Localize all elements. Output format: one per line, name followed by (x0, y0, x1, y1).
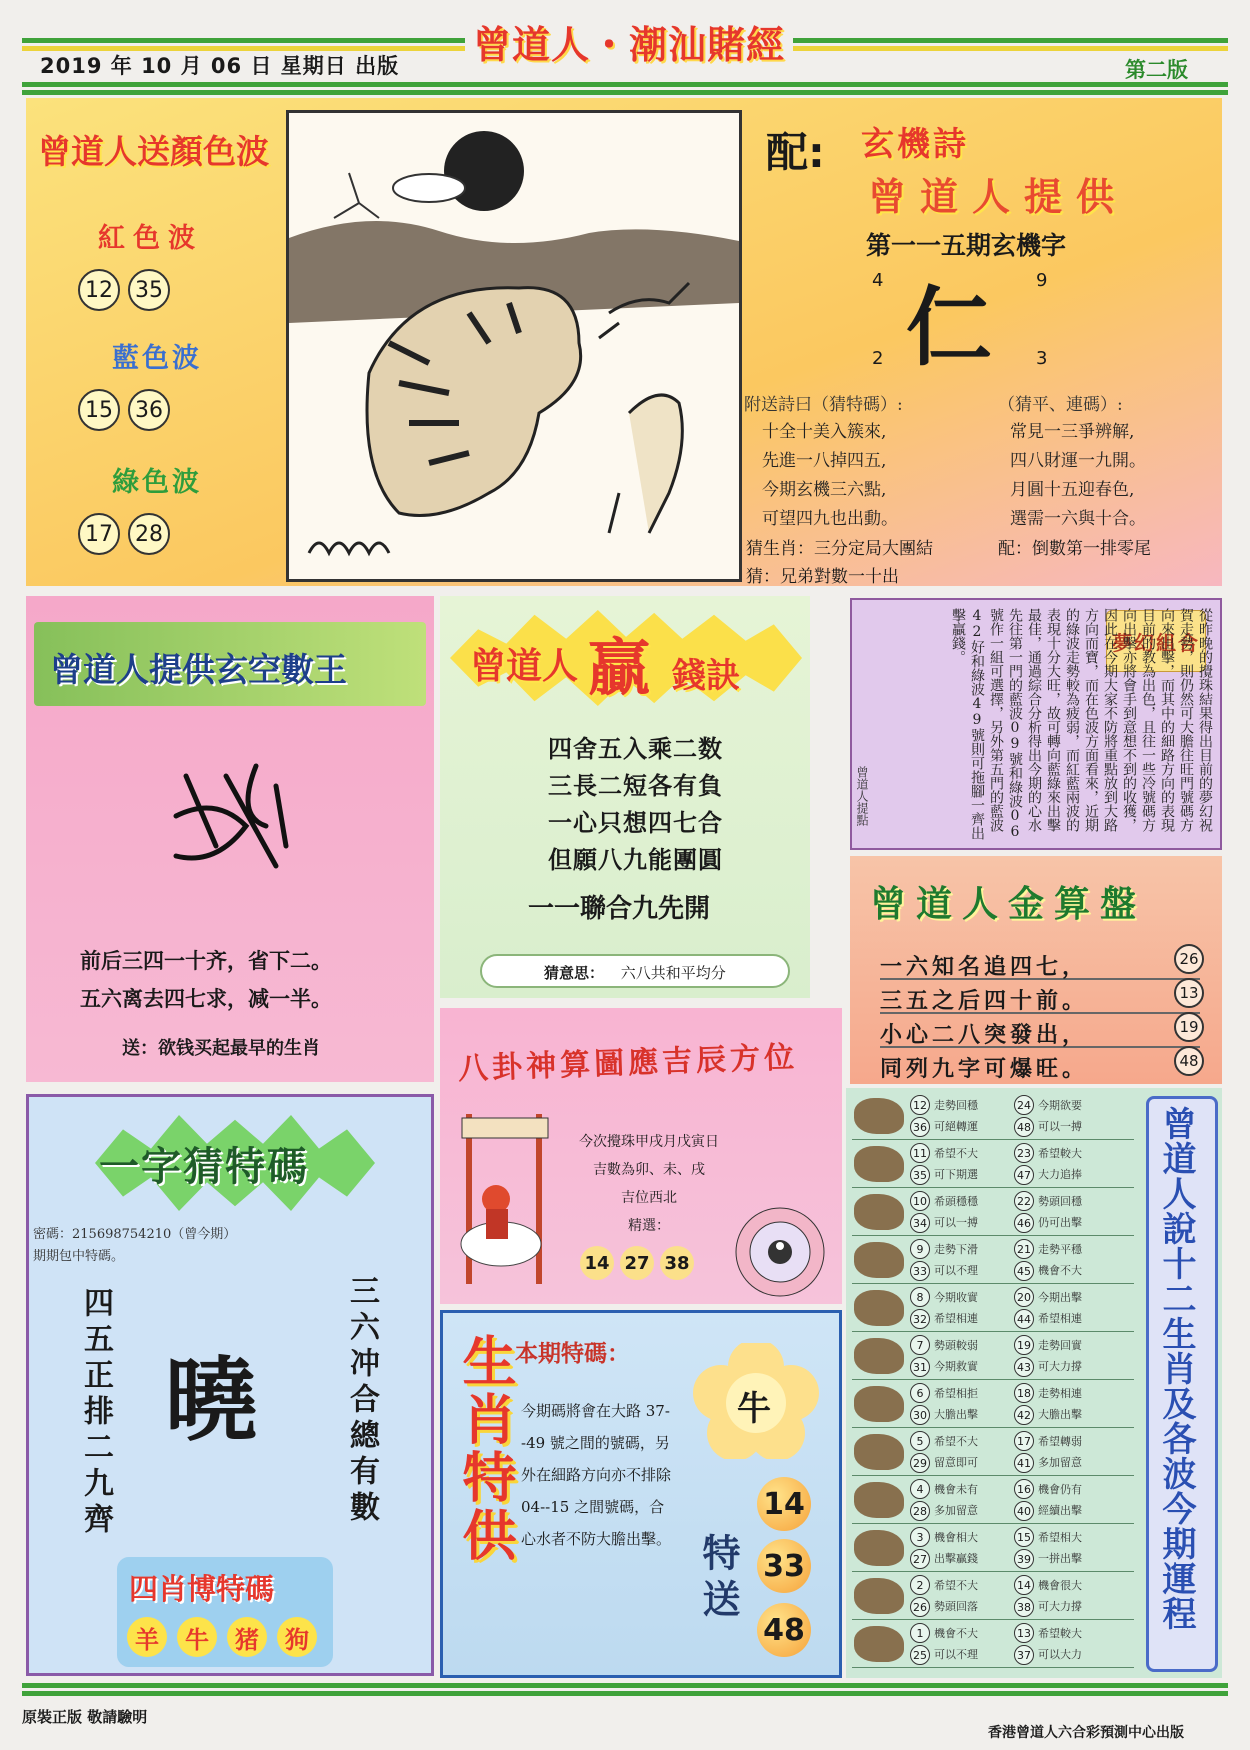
poem-line: 四八財運一九開。 (1010, 451, 1146, 471)
abacus-number: 48 (1174, 1046, 1204, 1076)
zodiac-number: 24 (1014, 1095, 1034, 1115)
zodiac-number: 16 (1014, 1479, 1034, 1499)
zodiac-forecast: 走勢回穩 (934, 1099, 978, 1112)
zodiac-number: 45 (1014, 1261, 1034, 1281)
green-wave-group (78, 460, 202, 555)
flower-character: 牛 (737, 1389, 771, 1429)
zodiac-forecast: 走勢相連 (1038, 1387, 1082, 1400)
zodiac-forecast: 希望不大 (934, 1435, 978, 1448)
zodiac-number: 36 (910, 1117, 930, 1137)
edition-label: 第二版 (1125, 58, 1188, 82)
zodiac-forecast: 希頭穩穩 (934, 1195, 978, 1208)
abacus-title: 曾道人金算盤 (870, 884, 1147, 925)
win-title-a: 曾道人 (470, 646, 579, 687)
zodiac-forecast: 今期欲要 (1038, 1099, 1082, 1112)
signature-glyph (156, 756, 306, 876)
zodiac-number: 6 (910, 1383, 930, 1403)
footer-left: 原裝正版 敬請驗明 (22, 1708, 148, 1726)
zodiac-row (852, 1236, 1134, 1284)
zodiac-number: 31 (910, 1357, 930, 1377)
zodiac-forecast: 機會未有 (934, 1483, 978, 1496)
zodiac-number: 33 (910, 1261, 930, 1281)
zodiac-forecast: 可下期選 (934, 1168, 978, 1181)
zodiac-special-body: 今期碼將會在大路 37--49 號之間的號碼，另外在細路方向亦不排除 04--15 之間號碼，合心水者不防大膽出擊。 (521, 1402, 672, 1548)
zodiac-forecast: 機會不大 (1038, 1264, 1082, 1277)
green-wave-label: 綠色波 (112, 467, 202, 498)
secret-sub: 期期包中特碼。 (33, 1249, 125, 1264)
zodiac-row (852, 1380, 1134, 1428)
win-hint-text: 六八共和平均分 (620, 964, 726, 982)
zodiac-number: 12 (910, 1095, 930, 1115)
zodiac-chip: 牛 (177, 1617, 217, 1657)
abacus-row (880, 1052, 1200, 1082)
zodiac-number: 40 (1014, 1501, 1034, 1521)
zodiac-number: 43 (1014, 1357, 1034, 1377)
footer-right: 香港曾道人六合彩預測中心出版 (988, 1725, 1184, 1741)
zodiac-number: 30 (910, 1405, 930, 1425)
zodiac-number: 46 (1014, 1213, 1034, 1233)
zodiac-number: 7 (910, 1335, 930, 1355)
zodiac-number: 38 (1014, 1597, 1034, 1617)
zodiac-row (852, 1140, 1134, 1188)
zodiac-forecast: 可以大力 (1038, 1648, 1082, 1661)
tiger-drawing (289, 113, 739, 579)
zodiac-forecast: 勢頭較弱 (934, 1339, 978, 1352)
poem-left-lines (762, 418, 898, 534)
zodiac-forecast: 仍可出擊 (1038, 1216, 1082, 1229)
header-stripes-bottom (22, 82, 1228, 95)
zodiac-forecast: 機會不大 (934, 1627, 978, 1640)
win-hint-label: 猜意思： (544, 964, 605, 982)
zodiac-row (852, 1428, 1134, 1476)
zodiac-number: 42 (1014, 1405, 1034, 1425)
win-line: 四舍五入乘二数 (548, 734, 723, 763)
dragon-icon (854, 1290, 904, 1326)
secret-code: 215698754210（曾今期） (72, 1227, 237, 1242)
zodiac-number: 1 (910, 1623, 930, 1643)
zodiac-number: 32 (910, 1309, 930, 1329)
number-ball: 17 (78, 513, 120, 555)
snake-icon (854, 1338, 904, 1374)
zodiac-special-title: 本期特碼： (515, 1341, 630, 1367)
zodiac-number: 44 (1014, 1309, 1034, 1329)
zodiac-forecast: 多加留意 (1038, 1456, 1082, 1469)
one-char-title: 一字猜特碼 (99, 1144, 309, 1190)
zodiac-row (852, 1620, 1134, 1668)
zodiac-forecast: 機會相大 (934, 1531, 978, 1544)
zodiac-number: 15 (1014, 1527, 1034, 1547)
rabbit-icon (854, 1242, 904, 1278)
zodiac-number: 10 (910, 1191, 930, 1211)
one-char-right-col: 三六冲合總有數 (344, 1275, 379, 1527)
monkey-icon (854, 1482, 904, 1518)
zodiac-number: 34 (910, 1213, 930, 1233)
zodiac-row (852, 1332, 1134, 1380)
special-send: 特送 (696, 1533, 740, 1625)
rooster-icon (854, 1530, 904, 1566)
win-formula-panel (440, 596, 810, 998)
zodiac-forecast: 可絕轉運 (934, 1120, 978, 1133)
zodiac-forecast: 希望相大 (1038, 1531, 1082, 1544)
bagua-panel (440, 1008, 842, 1304)
issue-mystic-label: 第一一五期玄機字 (866, 231, 1067, 260)
special-number-ball: 48 (757, 1603, 811, 1657)
zodiac-number: 4 (910, 1479, 930, 1499)
win-line: 但願八九能團圓 (548, 845, 723, 874)
pig-icon (854, 1626, 904, 1662)
xuankong-note: 送：欲钱买起最早的生肖 (122, 1038, 320, 1059)
win-combo: 一一聯合九先開 (528, 894, 711, 924)
zodiac-number: 19 (1014, 1335, 1034, 1355)
win-hint-box (480, 954, 790, 988)
zodiac-number: 39 (1014, 1549, 1034, 1569)
zodiac-forecast: 走勢下滑 (934, 1243, 978, 1256)
zodiac-forecast: 機會很大 (1038, 1579, 1082, 1592)
number-ball: 36 (128, 389, 170, 431)
abacus-number: 13 (1174, 978, 1204, 1008)
secret-label: 密碼： (33, 1227, 73, 1242)
number-ball: 27 (620, 1246, 654, 1280)
zodiac-forecast: 經續出擊 (1038, 1504, 1082, 1517)
zodiac-number: 14 (1014, 1575, 1034, 1595)
poem-prefix: 配: (766, 128, 825, 177)
zodiac-forecast: 可大力撐 (1038, 1360, 1082, 1373)
zodiac-number: 3 (910, 1527, 930, 1547)
zodiac-special-panel (440, 1310, 842, 1678)
zodiac-forecast: 希望轉弱 (1038, 1435, 1082, 1448)
zodiac-forecast: 可大力撐 (1038, 1600, 1082, 1613)
zodiac-forecast: 可以一搏 (934, 1216, 978, 1229)
zodiac-number: 8 (910, 1287, 930, 1307)
poem-line: 先進一八掉四五, (762, 451, 887, 471)
zodiac-number: 23 (1014, 1143, 1034, 1163)
one-char-big: 曉 (165, 1347, 258, 1454)
dream-combo-badge-text: 夢幻組合 (1112, 630, 1200, 655)
zodiac-number: 47 (1014, 1165, 1034, 1185)
zodiac-special-side: 生肖特供 (454, 1333, 517, 1565)
special-number-ball: 14 (757, 1477, 811, 1531)
bagua-title: 八卦神算圖應吉辰方位 (457, 1040, 799, 1087)
zodiac-number: 21 (1014, 1239, 1034, 1259)
dream-combo-signature: 曾道人提點 (855, 766, 869, 826)
number-ball: 28 (128, 513, 170, 555)
abacus-row (880, 1018, 1200, 1048)
win-line: 一心只想四七合 (548, 808, 723, 837)
zodiac-number: 18 (1014, 1383, 1034, 1403)
zodiac-forecast: 一拼出擊 (1038, 1552, 1082, 1565)
abacus-row (880, 950, 1200, 980)
one-char-panel (26, 1094, 434, 1676)
color-wave-panel (26, 98, 1222, 586)
twelve-zodiac-side-title: 曾道人說十二生肖及各波今期運程 (1156, 1106, 1196, 1631)
zodiac-forecast: 勢頭回落 (934, 1600, 978, 1613)
footer-stripes (22, 1683, 1228, 1696)
zodiac-number: 11 (910, 1143, 930, 1163)
dream-combo-body: 從昨晚的攪珠結果得出目前的夢幻祝賀走勢，則仍然可大膽往旺門號碼方向來出擊，而其中的細路方向的表現目前的教為出色，且往一些冷號碼方向出擊亦將會手到意想不到的收獲，因此在今期大家不防將重點放到大路方向而寶，而在色波方面看來，近期的綠波走勢較為疲弱，而紅藍兩波的表現十分大旺，故可轉向藍綠來出擊最佳，通過綜合分析得出今期的心水先往第一門的藍波09號和綠波06號作一組可選擇，另外第五門的藍波42好和綠波49號則可拖腳一齊出擊贏錢。 (950, 608, 1213, 840)
zodiac-chip: 羊 (127, 1617, 167, 1657)
poem-line: 常見一三爭辨解, (1010, 422, 1135, 442)
zodiac-forecast: 希望相拒 (934, 1387, 978, 1400)
zodiac-forecast: 大膽出擊 (934, 1408, 978, 1421)
zodiac-forecast: 走勢回實 (1038, 1339, 1082, 1352)
bagua-line: 吉位西北 (621, 1190, 677, 1206)
win-title-b: 贏 (588, 631, 651, 704)
zodiac-number: 25 (910, 1645, 930, 1665)
four-zodiac-list (127, 1617, 317, 1657)
zodiac-number: 28 (910, 1501, 930, 1521)
poem-line: 可望四九也出動。 (762, 509, 898, 529)
zodiac-forecast: 走勢平穩 (1038, 1243, 1082, 1256)
zodiac-forecast: 今期收實 (934, 1291, 978, 1304)
zodiac-number: 22 (1014, 1191, 1034, 1211)
zodiac-row (852, 1524, 1134, 1572)
zodiac-forecast: 希望較大 (1038, 1147, 1082, 1160)
poem-title: 玄機詩 (861, 124, 969, 163)
zodiac-forecast: 希望不大 (934, 1147, 978, 1160)
zodiac-number: 17 (1014, 1431, 1034, 1451)
abacus-line: 一六知名追四七， (880, 954, 1089, 980)
color-wave-title: 曾道人送顏色波 (38, 132, 269, 171)
zodiac-forecast: 大膽出擊 (1038, 1408, 1082, 1421)
bagua-numbers (580, 1246, 694, 1280)
zodiac-forecast: 希望不大 (934, 1579, 978, 1592)
xuankong-title: 曾道人提供玄空數王 (50, 650, 347, 689)
zodiac-forecast: 大力追捧 (1038, 1168, 1082, 1181)
zodiac-number: 5 (910, 1431, 930, 1451)
blue-wave-label: 藍色波 (112, 343, 202, 374)
zodiac-number: 41 (1014, 1453, 1034, 1473)
issue-date: 2019 年 10 月 06 日 星期日 出版 (40, 54, 400, 78)
number-ball: 12 (78, 269, 120, 311)
abacus-line: 同列九字可爆旺。 (880, 1056, 1089, 1082)
dream-combo-panel (850, 598, 1222, 850)
goat-icon (854, 1434, 904, 1470)
guess-match: 配：倒數第一排零尾 (998, 539, 1151, 559)
red-wave-group (78, 216, 203, 311)
dog-icon (854, 1578, 904, 1614)
zodiac-row (852, 1092, 1134, 1140)
xuankong-line: 前后三四一十齐，省下二。 (80, 948, 332, 973)
number-ball: 14 (580, 1246, 614, 1280)
xuankong-panel (26, 596, 434, 1082)
poem-left-head: 附送詩曰（猜特碼）: (744, 395, 903, 415)
zodiac-forecast: 出擊贏錢 (934, 1552, 978, 1565)
bagua-line: 精選： (628, 1218, 670, 1234)
zodiac-row (852, 1476, 1134, 1524)
guess-zodiac: 猜生肖：三分定局大團結 (746, 539, 933, 559)
bagua-wheel-icon (726, 1204, 834, 1304)
poem-line: 月圓十五迎春色, (1010, 480, 1135, 500)
abacus-row (880, 984, 1200, 1014)
bagua-line: 吉數為卯、未、戌 (593, 1162, 705, 1178)
blue-wave-group (78, 336, 202, 431)
zodiac-forecast: 希望相連 (934, 1312, 978, 1325)
zodiac-forecast: 機會仍有 (1038, 1483, 1082, 1496)
zodiac-number: 20 (1014, 1287, 1034, 1307)
win-lines (548, 730, 723, 878)
number-ball: 35 (128, 269, 170, 311)
zodiac-number: 35 (910, 1165, 930, 1185)
zodiac-number: 9 (910, 1239, 930, 1259)
corner-number: 3 (1036, 348, 1048, 369)
zodiac-forecast: 希望較大 (1038, 1627, 1082, 1640)
zodiac-chip: 猪 (227, 1617, 267, 1657)
warrior-illustration (446, 1104, 566, 1294)
bagua-lines (574, 1128, 724, 1240)
zodiac-number: 26 (910, 1597, 930, 1617)
zodiac-forecast: 可以一搏 (1038, 1120, 1082, 1133)
zodiac-forecast: 可以不理 (934, 1648, 978, 1661)
guess-extra: 猜：兄弟對數一十出 (746, 567, 899, 586)
special-number-ball: 33 (757, 1539, 811, 1593)
abacus-panel (850, 856, 1222, 1084)
corner-number: 2 (872, 348, 884, 369)
abacus-line: 小心二八突發出， (880, 1022, 1089, 1048)
horse-icon (854, 1386, 904, 1422)
zodiac-number: 37 (1014, 1645, 1034, 1665)
zodiac-forecast: 希望相連 (1038, 1312, 1082, 1325)
zodiac-number: 48 (1014, 1117, 1034, 1137)
red-wave-label: 紅色波 (98, 223, 203, 254)
poem-right-head: （猜平、連碼）: (998, 395, 1123, 415)
corner-number: 4 (872, 270, 884, 291)
poem-right-lines (1010, 418, 1146, 534)
zodiac-forecast: 可以不理 (934, 1264, 978, 1277)
zodiac-forecast: 多加留意 (934, 1504, 978, 1517)
four-zodiac-title: 四肖博特碼 (129, 1572, 275, 1606)
zodiac-row (852, 1284, 1134, 1332)
tiger-icon (854, 1194, 904, 1230)
zodiac-number: 2 (910, 1575, 930, 1595)
masthead-title: 曾道人・潮汕賭經 (465, 14, 793, 69)
zodiac-number: 13 (1014, 1623, 1034, 1643)
zodiac-number: 29 (910, 1453, 930, 1473)
abacus-number: 26 (1174, 944, 1204, 974)
zodiac-row (852, 1572, 1134, 1620)
number-ball: 38 (660, 1246, 694, 1280)
bagua-line: 今次攪珠甲戌月戊寅日 (579, 1134, 719, 1150)
ox-icon (854, 1146, 904, 1182)
zodiac-forecast: 留意即可 (934, 1456, 978, 1469)
one-char-left-col: 四五正排二九齊 (78, 1287, 113, 1539)
key-character: 仁 (906, 278, 992, 378)
rat-icon (854, 1098, 904, 1134)
secret-line (33, 1223, 236, 1242)
xuankong-lines (80, 942, 332, 1018)
zodiac-row (852, 1188, 1134, 1236)
zodiac-chip: 狗 (277, 1617, 317, 1657)
poem-provider: 曾道人提供 (868, 175, 1129, 219)
zodiac-forecast: 勢頭回穩 (1038, 1195, 1082, 1208)
number-ball: 15 (78, 389, 120, 431)
win-title-c: 錢訣 (672, 656, 740, 696)
win-line: 三長二短各有負 (548, 771, 723, 800)
zodiac-forecast: 今期出擊 (1038, 1291, 1082, 1304)
tiger-illustration (286, 110, 742, 582)
xuankong-line: 五六离去四七求，减一半。 (80, 986, 332, 1011)
corner-number: 9 (1036, 270, 1048, 291)
abacus-line: 三五之后四十前。 (880, 988, 1089, 1014)
poem-line: 十全十美入簇來, (762, 422, 887, 442)
poem-line: 今期玄機三六點, (762, 480, 887, 500)
abacus-number: 19 (1174, 1012, 1204, 1042)
zodiac-number: 27 (910, 1549, 930, 1569)
zodiac-forecast: 今期救實 (934, 1360, 978, 1373)
poem-line: 選需一六與十合。 (1010, 509, 1146, 529)
